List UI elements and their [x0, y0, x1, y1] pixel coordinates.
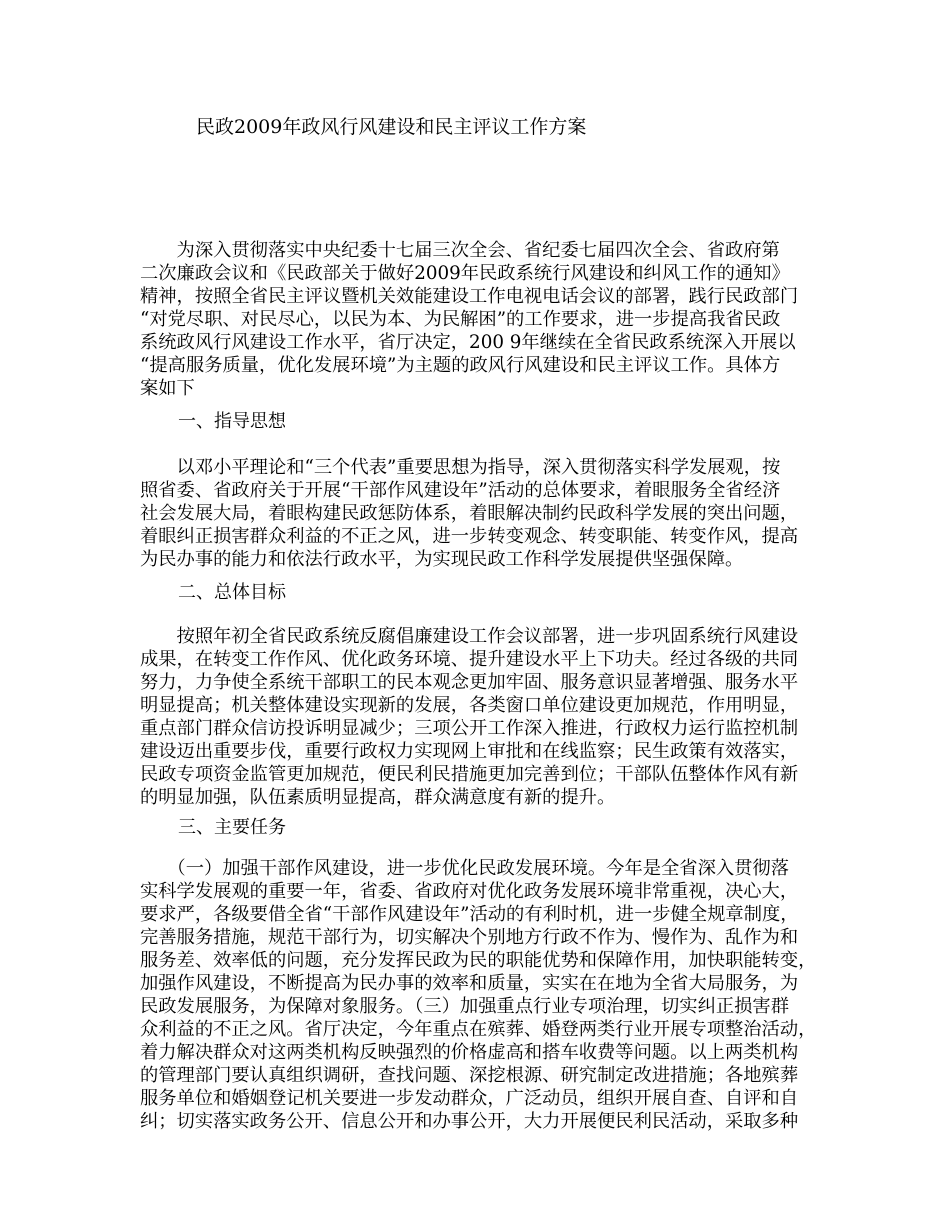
paragraph-line: 的管理部门要认真组织调研，查找问题、深挖根源、研究制定改进措施；各地殡葬 — [140, 1065, 799, 1086]
paragraph-line: 服务差、效率低的问题，充分发挥民政为民的职能优势和保障作用，加快职能转变， — [140, 950, 817, 971]
section-heading-overall-goals: 二、总体目标 — [178, 582, 286, 603]
paragraph-line: 以邓小平理论和“三个代表”重要思想为指导，深入贯彻落实科学发展观，按 — [140, 457, 781, 478]
paragraph-line: “对党尽职、对民尽心，以民为本、为民解困”的工作要求，进一步提高我省民政 — [140, 309, 781, 330]
paragraph-line: 案如下 — [140, 378, 195, 399]
paragraph-line: 的明显加强，队伍素质明显提高，群众满意度有新的提升。 — [140, 787, 616, 808]
section-heading-main-tasks: 三、主要任务 — [178, 817, 286, 838]
main-tasks-paragraph — [140, 857, 830, 1133]
overall-goals-paragraph — [140, 625, 830, 809]
paragraph-line: 社会发展大局，着眼构建民政惩防体系，着眼解决制约民政科学发展的突出问题， — [140, 503, 799, 524]
paragraph-line: 按照年初全省民政系统反腐倡廉建设工作会议部署，进一步巩固系统行风建设 — [140, 626, 799, 647]
paragraph-line: 服务单位和婚姻登记机关要进一步发动群众，广泛动员，组织开展自查、自评和自 — [140, 1088, 799, 1109]
paragraph-line: 明显提高；机关整体建设实现新的发展，各类窗口单位建设更加规范，作用明显， — [140, 695, 799, 716]
paragraph-line: 众利益的不正之风。省厅决定，今年重点在殡葬、婚登两类行业开展专项整治活动， — [140, 1019, 817, 1040]
paragraph-line: 努力，力争使全系统干部职工的民本观念更加牢固、服务意识显著增强、服务水平 — [140, 672, 799, 693]
paragraph-line: 为民办事的能力和依法行政水平，为实现民政工作科学发展提供坚强保障。 — [140, 549, 744, 570]
paragraph-line: 二次廉政会议和《民政部关于做好2009年民政系统行风建设和纠风工作的通知》 — [140, 263, 790, 284]
paragraph-line: 实科学发展观的重要一年，省委、省政府对优化政务发展环境非常重视，决心大， — [140, 881, 799, 902]
paragraph-line: 为深入贯彻落实中央纪委十七届三次全会、省纪委七届四次全会、省政府第 — [140, 240, 780, 261]
section-heading-guiding-ideology: 一、指导思想 — [178, 411, 286, 432]
paragraph-line: 成果，在转变工作作风、优化政务环境、提升建设水平上下功夫。经过各级的共同 — [140, 649, 799, 670]
paragraph-line: 重点部门群众信访投诉明显减少；三项公开工作深入推进，行政权力运行监控机制 — [140, 718, 799, 739]
paragraph-line: 精神，按照全省民主评议暨机关效能建设工作电视电话会议的部署，践行民政部门 — [140, 286, 799, 307]
paragraph-line: （一）加强干部作风建设，进一步优化民政发展环境。今年是全省深入贯彻落 — [140, 858, 789, 879]
document-title: 民政2009年政风行风建设和民主评议工作方案 — [196, 116, 587, 138]
paragraph-line: 加强作风建设，不断提高为民办事的效率和质量，实实在在地为全省大局服务，为 — [140, 973, 799, 994]
paragraph-line: 民政发展服务，为保障对象服务。（三）加强重点行业专项治理，切实纠正损害群 — [140, 996, 789, 1017]
guiding-ideology-paragraph — [140, 456, 830, 571]
paragraph-line: 照省委、省政府关于开展“干部作风建设年”活动的总体要求，着眼服务全省经济 — [140, 480, 781, 501]
paragraph-line: 纠；切实落实政务公开、信息公开和办事公开，大力开展便民利民活动，采取多种 — [140, 1111, 799, 1132]
paragraph-line: 民政专项资金监管更加规范，便民利民措施更加完善到位；干部队伍整体作风有新 — [140, 764, 799, 785]
intro-paragraph — [140, 239, 830, 400]
paragraph-line: 着力解决群众对这两类机构反映强烈的价格虚高和搭车收费等问题。以上两类机构 — [140, 1042, 799, 1063]
paragraph-line: 系统政风行风建设工作水平，省厅决定，200 9年继续在全省民政系统深入开展以 — [140, 332, 796, 353]
paragraph-line: 要求严，各级要借全省“干部作风建设年”活动的有利时机，进一步健全规章制度， — [140, 904, 799, 925]
paragraph-line: 建设迈出重要步伐，重要行政权力实现网上审批和在线监察；民生政策有效落实， — [140, 741, 799, 762]
paragraph-line: 着眼纠正损害群众利益的不正之风，进一步转变观念、转变职能、转变作风，提高 — [140, 526, 799, 547]
paragraph-line: 完善服务措施，规范干部行为，切实解决个别地方行政不作为、慢作为、乱作为和 — [140, 927, 799, 948]
paragraph-line: “提高服务质量，优化发展环境”为主题的政风行风建设和民主评议工作。具体方 — [140, 355, 781, 376]
